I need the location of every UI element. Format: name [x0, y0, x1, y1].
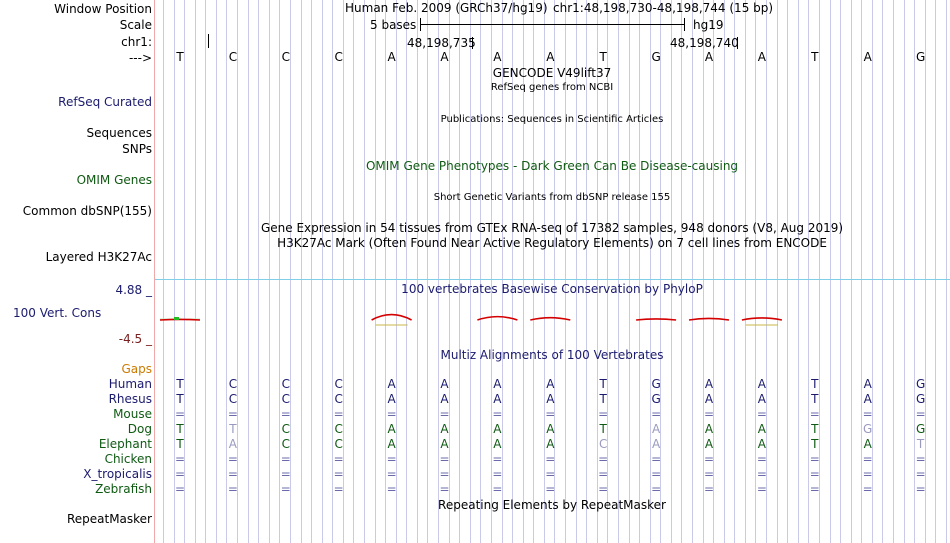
alignment-base: T	[811, 377, 819, 391]
alignment-base: A	[757, 437, 766, 451]
conservation-peak	[372, 315, 412, 320]
coordinate-2: 48,198,740	[670, 36, 739, 50]
alignment-base: =	[227, 467, 238, 481]
alignment-base: =	[703, 467, 715, 481]
alignment-base: C	[598, 437, 608, 451]
alignment-base: G	[863, 422, 873, 436]
alignment-base: =	[809, 467, 820, 481]
alignment-base: T	[811, 422, 819, 436]
species-label[interactable]: Rhesus	[108, 392, 152, 406]
alignment-base: G	[651, 392, 661, 406]
alignment-base: C	[281, 392, 290, 406]
reference-base: T	[176, 50, 184, 64]
alignment-base: C	[334, 437, 343, 451]
alignment-base: =	[598, 452, 609, 466]
alignment-base: A	[863, 437, 872, 451]
window-position-label: Window Position	[54, 2, 152, 16]
alignment-base: =	[703, 407, 715, 421]
alignment-base: =	[333, 482, 344, 496]
alignment-base: =	[174, 482, 186, 496]
alignment-base: G	[915, 377, 926, 391]
sequences-label[interactable]: Sequences	[86, 126, 152, 140]
alignment-base: A	[704, 377, 714, 391]
gtex-track-title[interactable]: Gene Expression in 54 tissues from GTEx RNA-seq of 17382 samples, 948 donors (V8, Aug 2019)	[260, 221, 844, 235]
alignment-base: A	[863, 392, 872, 406]
species-label[interactable]: X_tropicalis	[83, 467, 152, 481]
reference-base: A	[757, 50, 766, 64]
alignment-base: G	[915, 392, 926, 406]
alignment-base: =	[280, 407, 291, 421]
position-text: chr1:48,198,730-48,198,744 (15 bp)	[553, 1, 774, 15]
alignment-base: T	[176, 377, 184, 391]
conservation-max-label: 4.88 _	[115, 283, 152, 297]
alignment-base: A	[440, 377, 449, 391]
alignment-base: T	[176, 437, 184, 451]
alignment-base: =	[227, 452, 238, 466]
alignment-base: A	[387, 437, 396, 451]
alignment-base: T	[176, 422, 184, 436]
species-label[interactable]: Zebrafish	[95, 482, 152, 496]
reference-base: T	[811, 50, 819, 64]
alignment-base: =	[809, 452, 820, 466]
alignment-base: =	[598, 407, 609, 421]
alignment-base: A	[651, 437, 661, 451]
alignment-base: A	[704, 392, 714, 406]
alignment-base: A	[387, 377, 396, 391]
snps-label[interactable]: SNPs	[122, 142, 152, 156]
scale-text: 5 bases	[370, 18, 417, 32]
alignment-base: A	[387, 392, 396, 406]
alignment-base: =	[545, 452, 556, 466]
alignment-base: =	[915, 407, 926, 421]
alignment-base: T	[599, 377, 607, 391]
repeatmasker-track-title[interactable]: Repeating Elements by RepeatMasker	[438, 498, 666, 512]
reference-base: C	[334, 50, 343, 64]
conservation-min-label: -4.5 _	[118, 332, 152, 346]
alignment-base: =	[862, 467, 873, 481]
alignment-base: =	[703, 452, 715, 466]
alignment-base: T	[229, 422, 237, 436]
alignment-base: =	[227, 482, 238, 496]
refseq-track-subtitle[interactable]: RefSeq genes from NCBI	[490, 82, 614, 93]
conservation-peak	[689, 318, 729, 320]
alignment-base: C	[228, 377, 238, 391]
reference-base: A	[704, 50, 714, 64]
alignment-base: A	[493, 377, 502, 391]
alignment-base: A	[757, 392, 766, 406]
alignment-base: C	[281, 422, 290, 436]
reference-base: T	[599, 50, 607, 64]
alignment-base: A	[228, 437, 237, 451]
alignment-base: A	[493, 437, 502, 451]
alignment-base: =	[280, 467, 291, 481]
alignment-base: A	[863, 377, 872, 391]
scale-assembly: hg19	[693, 18, 724, 32]
alignment-base: T	[599, 392, 607, 406]
alignment-base: =	[227, 407, 238, 421]
repeatmasker-label[interactable]: RepeatMasker	[66, 512, 152, 526]
reference-base: G	[915, 50, 926, 64]
alignment-base: =	[651, 482, 662, 496]
species-label[interactable]: Mouse	[113, 407, 152, 421]
alignment-base: T	[811, 437, 819, 451]
alignment-base: =	[809, 482, 820, 496]
alignment-base: C	[228, 392, 238, 406]
alignment-base: T	[811, 392, 819, 406]
alignment-base: A	[651, 422, 661, 436]
species-label[interactable]: Dog	[127, 422, 152, 436]
conservation-peak	[477, 317, 517, 320]
alignment-base: C	[334, 392, 343, 406]
layered-h3k27ac-label[interactable]: Layered H3K27Ac	[45, 250, 152, 264]
alignment-base: =	[545, 482, 556, 496]
alignment-base: =	[756, 452, 767, 466]
alignment-base: C	[281, 437, 290, 451]
alignment-base: A	[704, 422, 714, 436]
alignment-base: =	[439, 482, 450, 496]
alignment-base: G	[651, 377, 661, 391]
alignment-base: =	[280, 452, 291, 466]
h3k27ac-track-title[interactable]: H3K27Ac Mark (Often Found Near Active Regulatory Elements) on 7 cell lines from ENCODE	[277, 236, 827, 250]
gaps-label[interactable]: Gaps	[121, 362, 152, 376]
alignment-base: A	[493, 422, 502, 436]
alignment-base: =	[915, 482, 926, 496]
alignment-base: =	[598, 482, 609, 496]
alignment-base: =	[545, 407, 556, 421]
alignment-base: T	[916, 437, 925, 451]
conservation-peak	[742, 318, 782, 320]
alignment-base: =	[386, 482, 397, 496]
alignment-base: G	[915, 422, 926, 436]
alignment-base: =	[386, 407, 397, 421]
alignment-base: A	[546, 422, 555, 436]
conservation-peak	[636, 319, 676, 320]
alignment-base: A	[757, 422, 766, 436]
alignment-base: =	[915, 452, 926, 466]
alignment-base: =	[915, 467, 926, 481]
conservation-peak	[160, 319, 200, 320]
alignment-base: =	[862, 482, 873, 496]
multiz-track-title[interactable]: Multiz Alignments of 100 Vertebrates	[440, 348, 664, 362]
alignment-base: =	[492, 467, 503, 481]
coordinate-1: 48,198,735	[407, 36, 476, 50]
conservation-peak	[530, 318, 570, 320]
publications-track-title[interactable]: Publications: Sequences in Scientific Articles	[440, 114, 664, 125]
alignment-base: =	[174, 467, 186, 481]
alignment-base: =	[174, 452, 186, 466]
alignment-base: =	[174, 407, 186, 421]
alignment-base: T	[599, 422, 607, 436]
alignment-base: A	[546, 377, 555, 391]
alignment-base: =	[333, 452, 344, 466]
alignment-base: T	[176, 392, 184, 406]
common-dbsnp-label[interactable]: Common dbSNP(155)	[22, 204, 152, 218]
alignment-base: =	[492, 482, 503, 496]
alignment-base: =	[756, 482, 767, 496]
alignment-base: A	[546, 392, 555, 406]
reference-base: C	[228, 50, 238, 64]
omim-track-title[interactable]: OMIM Gene Phenotypes - Dark Green Can Be Disease-causing	[365, 159, 739, 173]
reference-base: A	[546, 50, 555, 64]
alignment-base: =	[439, 452, 450, 466]
alignment-base: =	[386, 467, 397, 481]
alignment-base: A	[757, 377, 766, 391]
reference-base: G	[651, 50, 661, 64]
reference-base: C	[281, 50, 290, 64]
reference-base: A	[387, 50, 396, 64]
omim-genes-label[interactable]: OMIM Genes	[76, 173, 152, 187]
alignment-base: =	[492, 407, 503, 421]
assembly-text: Human Feb. 2009 (GRCh37/hg19)	[345, 1, 548, 15]
alignment-base: =	[492, 452, 503, 466]
alignment-base: =	[756, 407, 767, 421]
alignment-base: A	[493, 392, 502, 406]
species-label[interactable]: Chicken	[104, 452, 152, 466]
alignment-base: =	[439, 467, 450, 481]
alignment-base: =	[651, 467, 662, 481]
strand-label[interactable]: --->	[128, 51, 152, 65]
alignment-base: =	[280, 482, 291, 496]
reference-base: A	[440, 50, 449, 64]
alignment-base: =	[386, 452, 397, 466]
alignment-base: =	[862, 452, 873, 466]
vert-cons-label[interactable]: 100 Vert. Cons	[13, 306, 102, 320]
alignment-base: A	[704, 437, 714, 451]
alignment-base: =	[651, 407, 662, 421]
alignment-base: =	[439, 407, 450, 421]
reference-base: A	[493, 50, 502, 64]
alignment-base: C	[334, 377, 343, 391]
phylop-track-title[interactable]: 100 vertebrates Basewise Conservation by PhyloP	[401, 282, 703, 296]
alignment-base: =	[862, 407, 873, 421]
reference-base: A	[863, 50, 872, 64]
alignment-base: =	[333, 467, 344, 481]
dbsnp-track-title[interactable]: Short Genetic Variants from dbSNP release 155	[433, 192, 671, 203]
alignment-base: A	[387, 422, 396, 436]
alignment-base: A	[440, 437, 449, 451]
alignment-base: =	[598, 467, 609, 481]
alignment-base: A	[440, 392, 449, 406]
alignment-base: C	[334, 422, 343, 436]
scale-label: Scale	[119, 18, 152, 32]
alignment-base: A	[546, 437, 555, 451]
alignment-base: =	[703, 482, 715, 496]
species-label[interactable]: Human	[108, 377, 152, 391]
alignment-base: C	[281, 377, 290, 391]
conservation-marker	[174, 317, 179, 320]
alignment-base: =	[333, 407, 344, 421]
alignment-base: =	[545, 467, 556, 481]
alignment-base: =	[756, 467, 767, 481]
refseq-curated-label[interactable]: RefSeq Curated	[58, 95, 152, 109]
alignment-base: =	[809, 407, 820, 421]
alignment-base: A	[440, 422, 449, 436]
alignment-base: =	[651, 452, 662, 466]
gencode-track-title[interactable]: GENCODE V49lift37	[492, 66, 612, 80]
chrom-label: chr1:	[121, 35, 152, 49]
species-label[interactable]: Elephant	[98, 437, 152, 451]
